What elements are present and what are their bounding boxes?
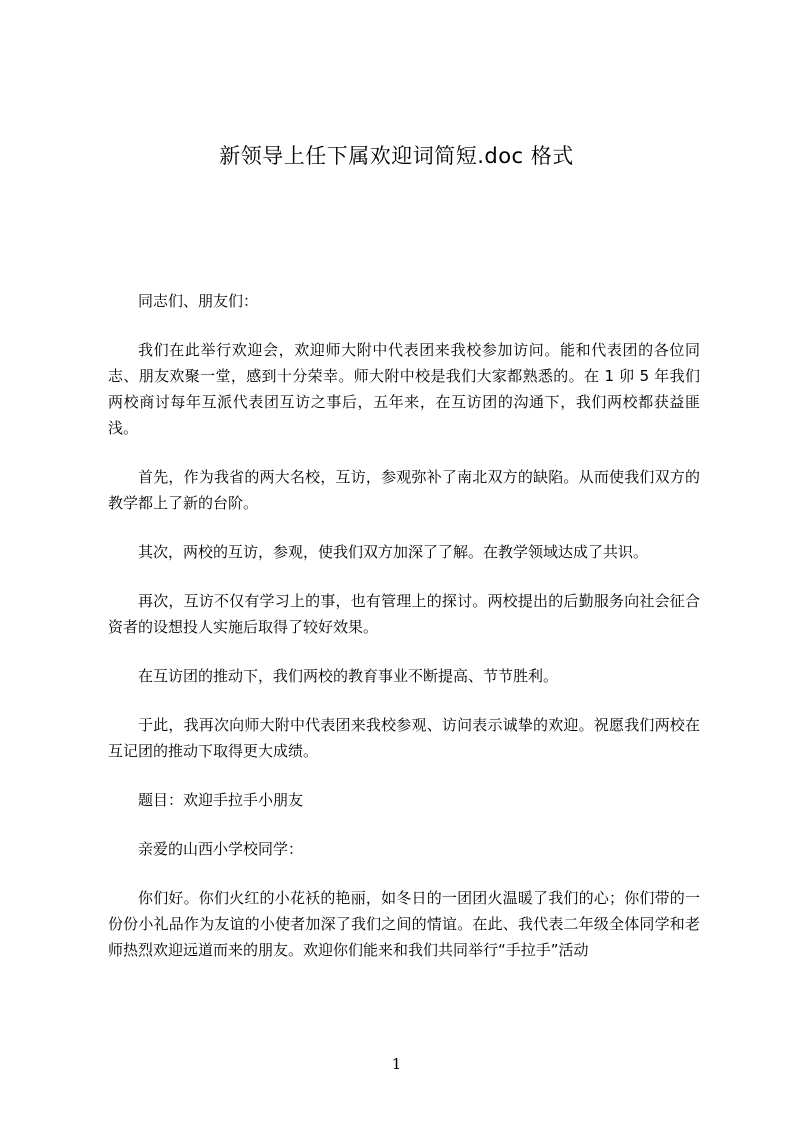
- paragraph-welcome: 我们在此举行欢迎会，欢迎师大附中代表团来我校参加访问。能和代表团的各位同志、朋友欢聚一堂，感到十分荣幸。师大附中校是我们大家都熟悉的。在 1 卯 5 年我们两校商讨每年互派代表团互访之事后，五年来，在互访团的沟通下，我们两校都获益匪浅。: [108, 341, 700, 437]
- paragraph-second: 其次，两校的互访，参观，使我们双方加深了了解。在教学领域达成了共识。: [138, 543, 649, 561]
- document-title: 新领导上任下属欢迎词简短.doc 格式: [219, 144, 574, 168]
- page-number: 1: [391, 1055, 402, 1073]
- paragraph-first: 首先，作为我省的两大名校，互访，参观弥补了南北双方的缺陷。从而使我们双方的教学都上了新的台阶。: [108, 468, 700, 512]
- document-body: [108, 288, 700, 986]
- paragraph-greeting: 同志们、朋友们：: [138, 292, 259, 310]
- paragraph-salutation: 亲爱的山西小学校同学：: [138, 840, 304, 858]
- paragraph-third: 再次，互访不仅有学习上的事，也有管理上的探讨。两校提出的后勤服务向社会征合资者的设想投人实施后取得了较好效果。: [108, 592, 700, 636]
- paragraph-progress: 在互访团的推动下，我们两校的教育事业不断提高、节节胜利。: [138, 667, 559, 685]
- paragraph-closing: 于此，我再次向师大附中代表团来我校参观、访问表示诚挚的欢迎。祝愿我们两校在互记团的推动下取得更大成绩。: [108, 716, 700, 760]
- paragraph-topic: 题目：欢迎手拉手小朋友: [138, 791, 304, 809]
- paragraph-hello: 你们好。你们火红的小花袄的艳丽，如冬日的一团团火温暖了我们的心；你们带的一份份小礼品作为友谊的小使者加深了我们之间的情谊。在此、我代表二年级全体同学和老师热烈欢迎远道而来的朋友。欢迎你们能来和我们共同举行“手拉手”活动: [108, 889, 700, 959]
